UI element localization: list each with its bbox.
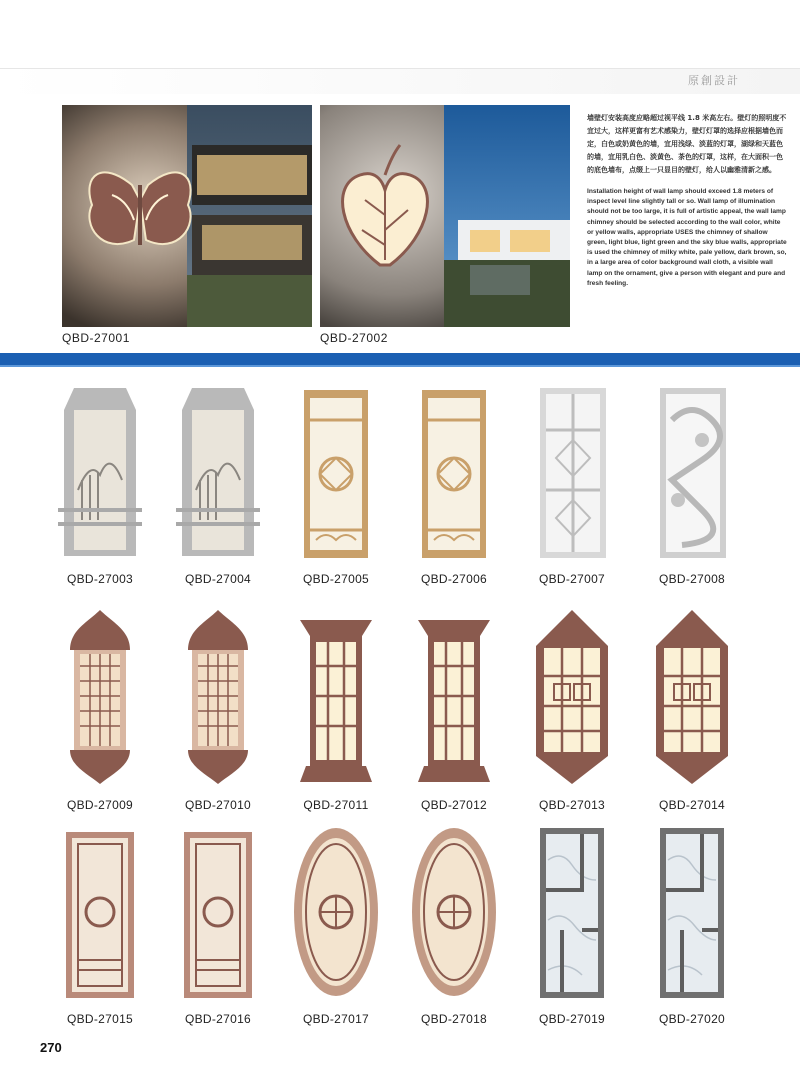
wall-lamp-image [394, 606, 514, 786]
product-code: QBD-27008 [658, 572, 726, 586]
product-code: QBD-27006 [420, 572, 488, 586]
product-description [587, 112, 787, 289]
brand-tag: 原創設計 [688, 74, 740, 87]
product-code: QBD-27020 [658, 1012, 726, 1026]
wall-lamp-image [158, 380, 278, 560]
hero-photo-butterfly [62, 105, 312, 327]
product-code: QBD-27011 [303, 798, 369, 812]
wall-lamp-image [512, 606, 632, 786]
wall-lamp-image [632, 606, 752, 786]
product-code: QBD-27017 [302, 1012, 370, 1026]
wall-lamp-image [632, 380, 752, 560]
product-code: QBD-27007 [538, 572, 606, 586]
product-code: QBD-27009 [66, 798, 134, 812]
wall-lamp-image [394, 820, 514, 1000]
product-code: QBD-27013 [538, 798, 606, 812]
hero-photo-leaf [320, 105, 570, 327]
wall-lamp-image [276, 380, 396, 560]
product-code: QBD-27019 [538, 1012, 606, 1026]
wall-lamp-image [40, 606, 160, 786]
wall-lamp-image [276, 606, 396, 786]
product-code: QBD-27003 [66, 572, 134, 586]
wall-lamp-image [40, 820, 160, 1000]
page-number: 270 [40, 1040, 62, 1055]
product-code: QBD-27012 [420, 798, 488, 812]
product-code: QBD-27016 [184, 1012, 252, 1026]
section-band [0, 353, 800, 367]
wall-lamp-image [276, 820, 396, 1000]
header-rule [0, 68, 800, 94]
description-chinese: 墙壁灯安装高度应略超过视平线 1.8 米高左右。壁灯的照明度不宜过大，这样更富有艺术感染力，壁灯灯罩的选择应根据墙色而定，白色或奶黄色的墙，宜用浅绿、淡蓝的灯罩，湖绿和天蓝色的墙，宜用乳白色、淡黄色、茶色的灯罩，这样，在大面积一色的底色墙布，点缀上一只显目的壁灯，给人以幽雅清新之感。 [587, 114, 787, 174]
wall-lamp-image [158, 820, 278, 1000]
hero-code-1: QBD-27001 [62, 331, 130, 345]
product-code: QBD-27014 [658, 798, 726, 812]
product-code: QBD-27015 [66, 1012, 134, 1026]
hero-code-2: QBD-27002 [320, 331, 388, 345]
wall-lamp-image [394, 380, 514, 560]
wall-lamp-image [632, 820, 752, 1000]
wall-lamp-image [158, 606, 278, 786]
wall-lamp-image [512, 380, 632, 560]
product-code: QBD-27018 [420, 1012, 488, 1026]
product-code: QBD-27005 [302, 572, 370, 586]
wall-lamp-image [40, 380, 160, 560]
description-english: Installation height of wall lamp should exceed 1.8 meters of inspect level line slightly tall or so. Wall lamp of illumination should not be too large, it is full of artistic appeal, the wall lamp chimney should be selected according to the wall color, white or yellow walls, appropriate USES the chimney of shallow green, light blue, light green and the sky blue walls, appropriate is used the chimney of milky white, pale yellow, dark brown, so, in a large area of color background wall cloth, a visible wall lamp on the ornament, give a person with elegant and pure and fresh feeling. [587, 188, 787, 287]
product-code: QBD-27010 [184, 798, 252, 812]
wall-lamp-image [512, 820, 632, 1000]
product-code: QBD-27004 [184, 572, 252, 586]
